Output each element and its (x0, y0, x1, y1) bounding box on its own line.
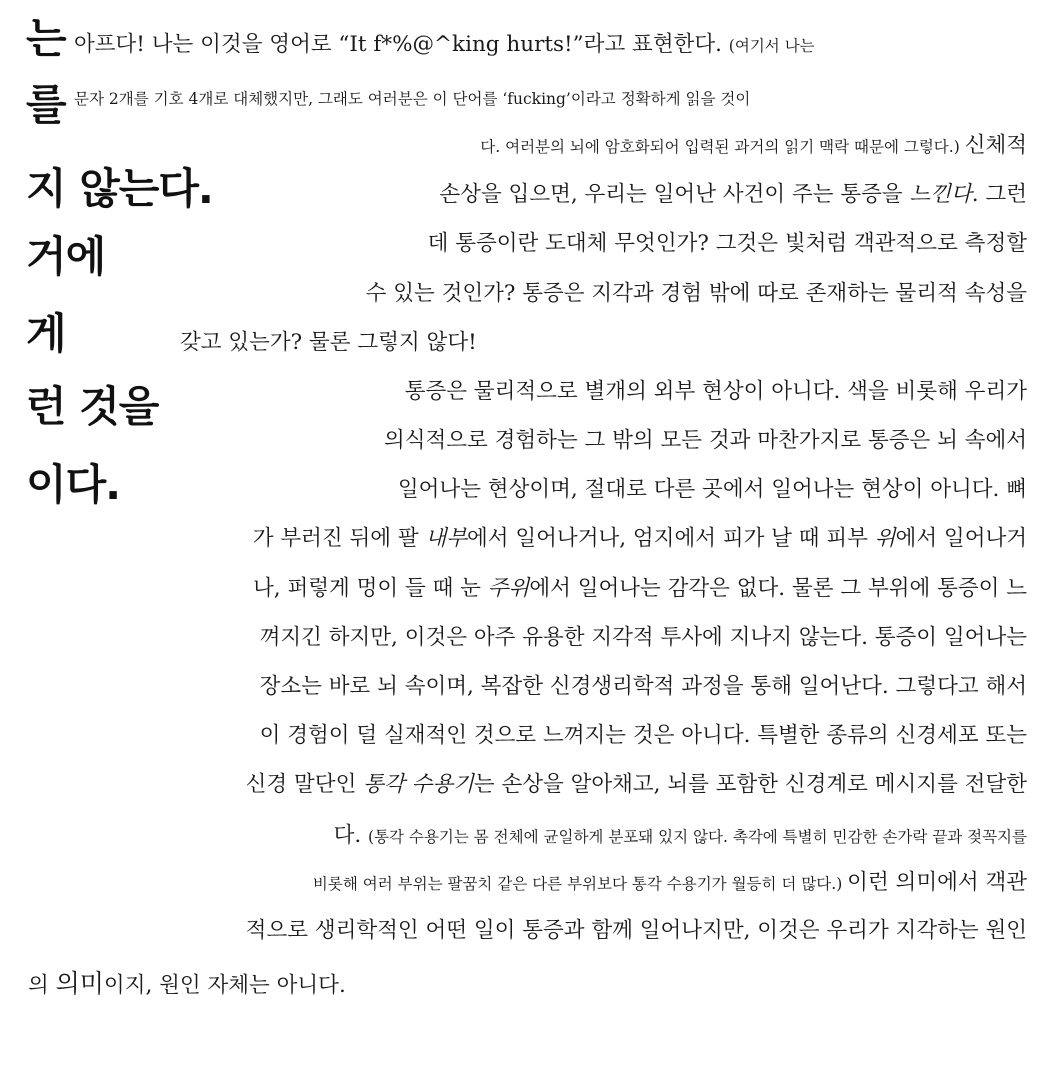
body-line (439, 184, 1027, 206)
body-line (428, 233, 1027, 255)
body-line (180, 332, 477, 354)
body-text: 껴지긴 하지만, 이것은 아주 유용한 지각적 투사에 지나지 않는다. 통증이 일어나는 (259, 625, 1027, 650)
body-text: 이지, 원인 자체는 아니다. (103, 973, 346, 998)
body-line (260, 627, 1027, 649)
body-text: 에서 일어나는 감각은 없다. 물론 그 부위에 통증이 느 (529, 576, 1027, 601)
body-text: 적으로 생리학적인 어떤 일이 통증과 함께 일어나지만, 이것은 우리가 지각하는 원인 (245, 918, 1027, 943)
aside-text: 비롯해 여러 부위는 팔꿈치 같은 다른 부위보다 통각 수용기가 월등히 더 많다.) (312, 875, 848, 893)
body-text: 아프다! 나는 이것을 영어로 “It f*%@^king hurts!”라고 표현한다. (74, 32, 729, 57)
body-text: 갖고 있는가? 물론 그렇지 않다! (180, 330, 477, 355)
aside-text: 문자 2개를 기호 4개로 대체했지만, 그래도 여러분은 이 단어를 ‘fucking’이라고 정확하게 읽을 것이 (74, 90, 751, 108)
body-text: 수 있는 것인가? 통증은 지각과 경험 밖에 따로 존재하는 물리적 속성을 (365, 281, 1027, 306)
body-text: 신경 말단인 (245, 772, 364, 797)
emphasis-text: 내부 (425, 526, 468, 551)
body-text: 에서 일어나거 (895, 526, 1027, 551)
emphasis-text: 통각 수용기 (363, 772, 474, 797)
body-text: . 그런 (971, 182, 1027, 207)
body-text: 에서 일어나거나, 엄지에서 피가 날 때 피부 (467, 526, 875, 551)
body-text: 장소는 바로 뇌 속이며, 복잡한 신경생리학적 과정을 통해 일어난다. 그렇다고 해서 (259, 674, 1027, 699)
body-line (260, 676, 1027, 698)
body-line (28, 971, 346, 997)
pullquote-line-1: 는 (26, 14, 66, 63)
body-line (398, 479, 1027, 501)
body-line (405, 381, 1027, 403)
pullquote-line-7: 이다. (26, 460, 121, 509)
body-line (313, 872, 1027, 894)
aside-text: 다. 여러분의 뇌에 암호화되어 입력된 과거의 읽기 맥락 때문에 그렇다.) (480, 138, 965, 156)
emphasis-text: 느낀다 (909, 182, 972, 207)
body-text: 손상을 입으면, 우리는 일어난 사건이 주는 통증을 (439, 182, 910, 207)
emphasis-text: 주위 (487, 576, 530, 601)
body-line (334, 825, 1027, 847)
body-text: 이런 의미에서 객관 (847, 870, 1027, 895)
pullquote-line-5: 게 (26, 309, 66, 358)
body-line (253, 528, 1027, 550)
body-line (74, 34, 1026, 56)
body-text: 의식적으로 경험하는 그 밖의 모든 것과 마찬가지로 통증은 뇌 속에서 (383, 428, 1027, 453)
body-text: 통증은 물리적으로 별개의 외부 현상이 아니다. 색을 비롯해 우리가 (404, 379, 1027, 404)
body-line (253, 578, 1027, 600)
body-text: 다. (333, 823, 369, 848)
body-line (246, 920, 1027, 942)
pullquote-line-6: 런 것을 (26, 382, 159, 431)
body-line (260, 725, 1027, 747)
pullquote-line-4: 거에 (26, 232, 106, 281)
body-text: 의미 (55, 969, 104, 998)
aside-text: (여기서 나는 (728, 37, 815, 55)
body-text: 나, 퍼렇게 멍이 들 때 눈 (253, 576, 488, 601)
body-text: 신체적 (964, 133, 1027, 158)
body-text: 가 부러진 뒤에 팔 (252, 526, 426, 551)
body-text: 데 통증이란 도대체 무엇인가? 그것은 빛처럼 객관적으로 측정할 (427, 231, 1027, 256)
body-text: 의 (28, 973, 56, 998)
body-text: 이 경험이 덜 실재적인 것으로 느껴지는 것은 아니다. 특별한 종류의 신경세포 또는 (259, 723, 1027, 748)
body-line (480, 135, 1027, 157)
aside-text: (통각 수용기는 몸 전체에 균일하게 분포돼 있지 않다. 촉각에 특별히 민감한 손가락 끝과 젖꼭지를 (368, 828, 1027, 846)
body-line (246, 774, 1027, 796)
body-line (384, 430, 1027, 452)
body-line (74, 87, 1028, 109)
pullquote-line-3: 지 않는다. (26, 164, 213, 213)
body-line (366, 283, 1027, 305)
body-text: 일어나는 현상이며, 절대로 다른 곳에서 일어나는 현상이 아니다. 뼈 (397, 477, 1027, 502)
pullquote-line-2: 를 (26, 80, 66, 129)
body-text: 는 손상을 알아채고, 뇌를 포함한 신경계로 메시지를 전달한 (473, 772, 1027, 797)
emphasis-text: 위 (874, 526, 896, 551)
